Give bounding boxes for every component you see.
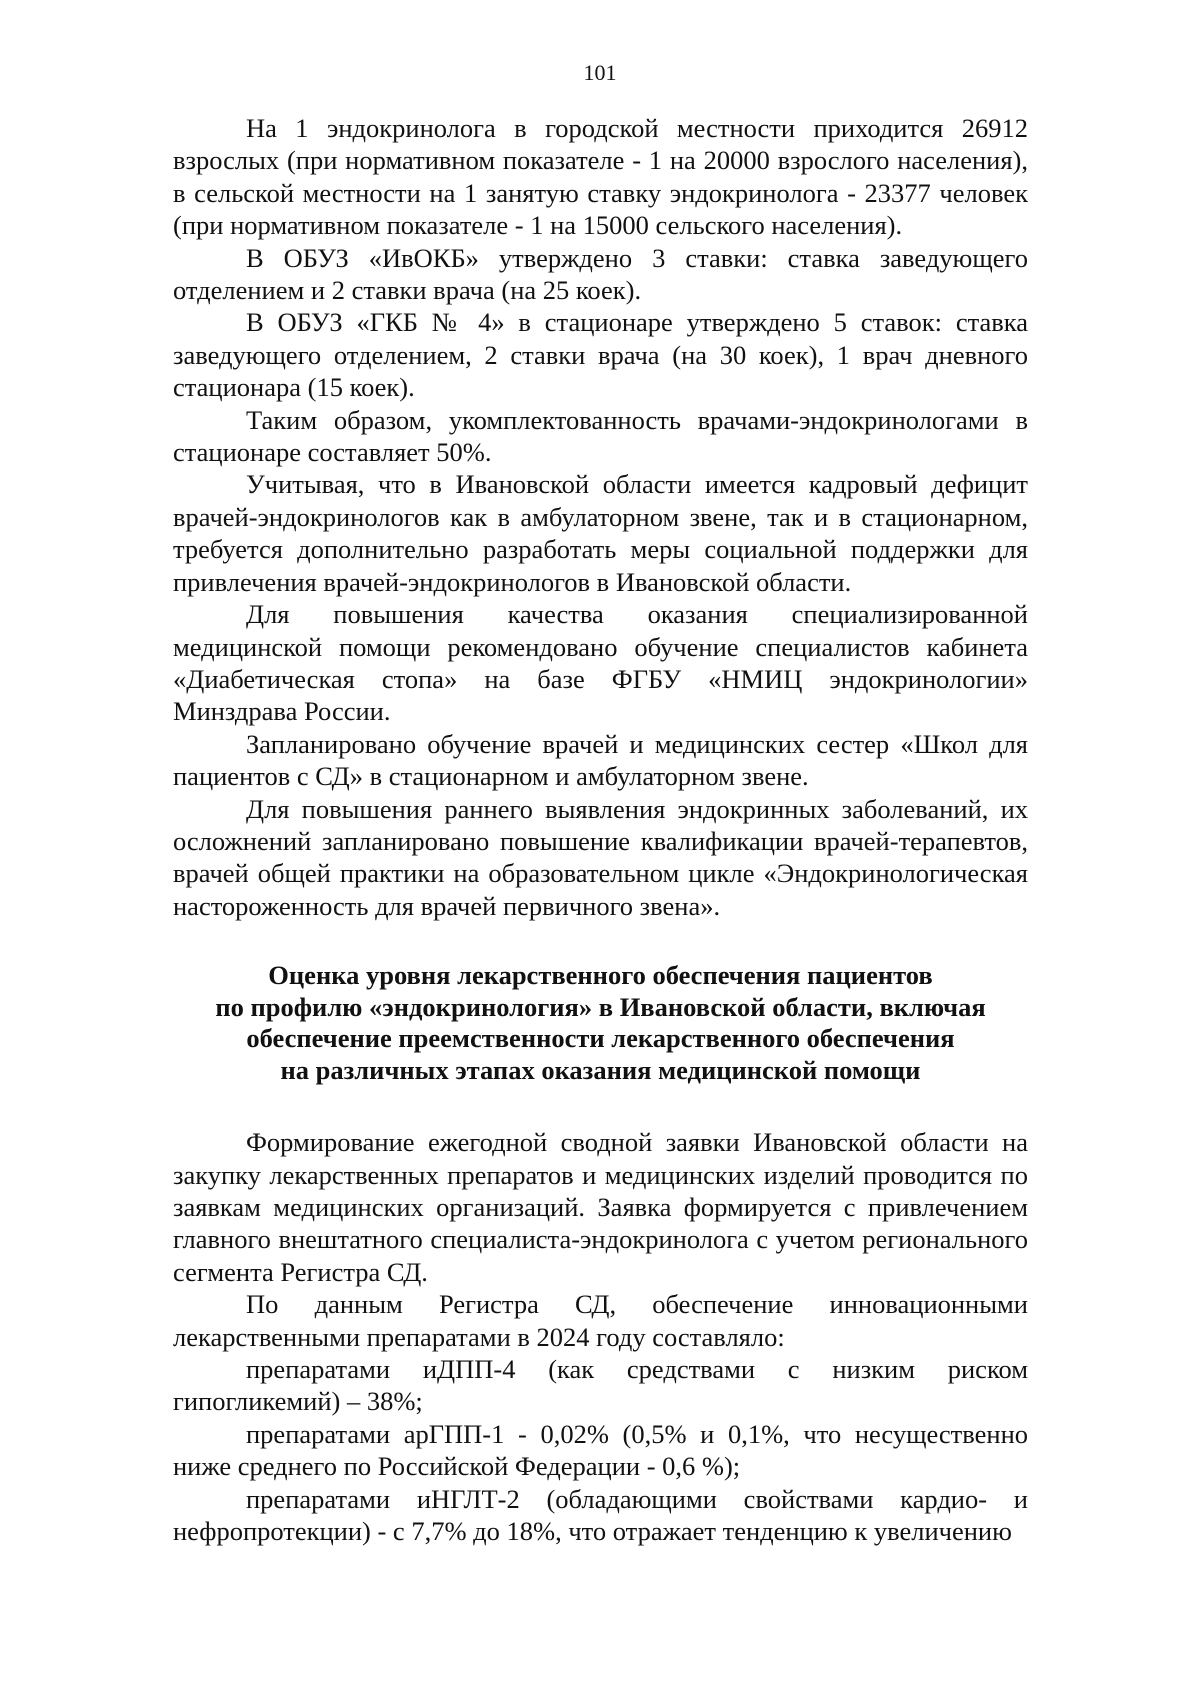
paragraph-staffing-level: Таким образом, укомплектованность врачами-эндокринологами в стационаре составляет 50%. bbox=[173, 404, 1028, 468]
document-body bbox=[173, 112, 1028, 1547]
section-heading-line: обеспечение преемственности лекарственного обеспечения bbox=[246, 1023, 955, 1054]
paragraph-gkb4-staff: В ОБУЗ «ГКБ № 4» в стационаре утверждено 5 ставок: ставка заведующего отделением, 2 ставки врача (на 30 коек), 1 врач дневного стационара (15 коек). bbox=[173, 307, 1028, 403]
paragraph-registry-data: По данным Регистра СД, обеспечение инновационными лекарственными препаратами в 2024 году составляло: bbox=[173, 1289, 1028, 1352]
paragraph-argpp1: препаратами арГПП-1 - 0,02% (0,5% и 0,1%, что несущественно ниже среднего по Российской Федерации - 0,6 %); bbox=[173, 1418, 1028, 1482]
paragraph-annual-request: Формирование ежегодной сводной заявки Ивановской области на закупку лекарственных препаратов и медицинских изделий проводится по заявкам медицинских организаций. Заявка формируется с привлечением главного внештатного специалиста-эндокринолога с учетом регионального сегмента Регистра СД. bbox=[173, 1127, 1028, 1287]
paragraph-school-training: Запланировано обучение врачей и медицинских сестер «Школ для пациентов с СД» в стационарном и амбулаторном звене. bbox=[173, 728, 1028, 792]
section-heading bbox=[173, 960, 1028, 1086]
paragraph-idpp4: препаратами иДПП-4 (как средствами с низким риском гипогликемий) – 38%; bbox=[173, 1354, 1028, 1417]
paragraph-qualification-improvement: Для повышения раннего выявления эндокринных заболеваний, их осложнений запланировано повышение квалификации врачей-терапевтов, врачей общей практики на образовательном цикле «Эндокринологическая настороженность для врачей первичного звена». bbox=[173, 793, 1028, 921]
paragraph-endocrinologist-ratio: На 1 эндокринолога в городской местности приходится 26912 взрослых (при нормативном показателе - 1 на 20000 взрослого населения), в сельской местности на 1 занятую ставку эндокринолога - 23377 человек (при нормативном показателе - 1 на 15000 сельского населения). bbox=[173, 113, 1028, 241]
section-heading-line: на различных этапах оказания медицинской помощи bbox=[280, 1054, 921, 1085]
section-heading-line: по профилю «эндокринология» в Ивановской области, включая bbox=[215, 991, 986, 1022]
paragraph-staff-deficit: Учитывая, что в Ивановской области имеется кадровый дефицит врачей-эндокринологов как в амбулаторном звене, так и в стационарном, требуется дополнительно разработать меры социальной поддержки для привлечения врачей-эндокринологов в Ивановской области. bbox=[173, 469, 1028, 597]
page-number: 101 bbox=[583, 60, 617, 85]
paragraph-diabetic-foot-training: Для повышения качества оказания специализированной медицинской помощи рекомендовано обучение специалистов кабинета «Диабетическая стопа» на базе ФГБУ «НМИЦ эндокринологии» Минздрава России. bbox=[173, 599, 1028, 727]
section-heading-line: Оценка уровня лекарственного обеспечения пациентов bbox=[268, 960, 933, 991]
paragraph-ivokb-staff: В ОБУЗ «ИвОКБ» утверждено 3 ставки: ставка заведующего отделением и 2 ставки врача (на 25 коек). bbox=[173, 242, 1028, 306]
paragraph-ingl2: препаратами иНГЛТ-2 (обладающими свойствами кардио- и нефропротекции) - с 7,7% до 18%, что отражает тенденцию к увеличению bbox=[173, 1483, 1028, 1547]
